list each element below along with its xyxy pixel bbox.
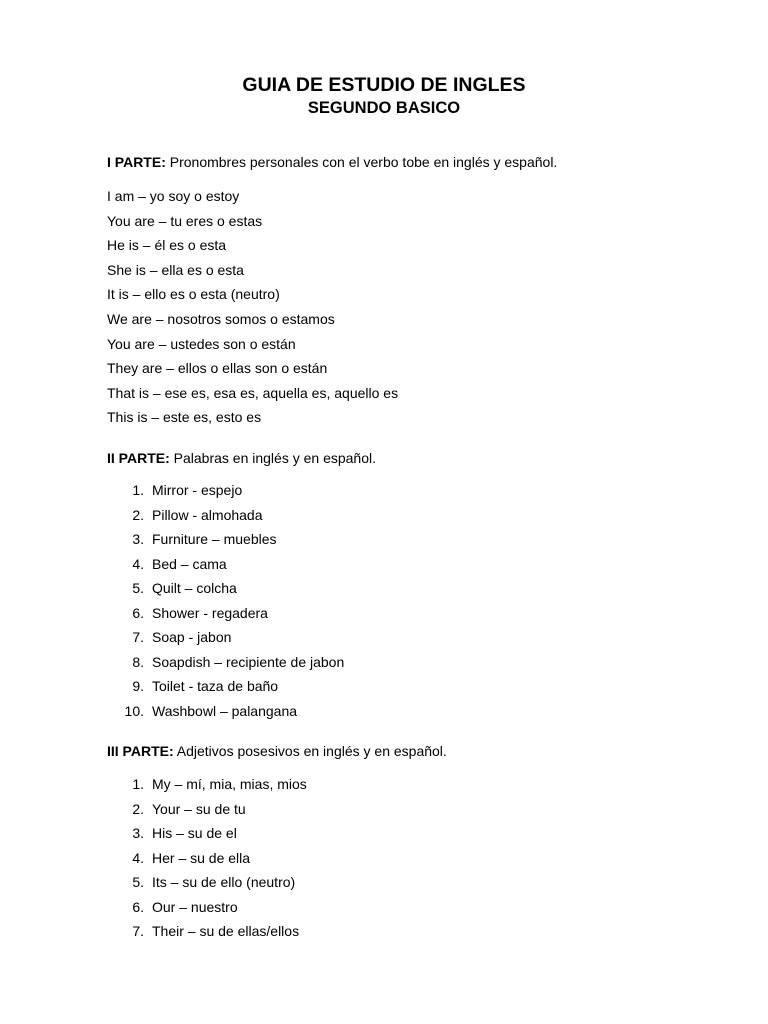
pronoun-item: You are – tu eres o estas	[107, 212, 263, 229]
pronoun-item: This is – este es, esto es	[107, 409, 262, 426]
document-subtitle: SEGUNDO BASICO	[307, 99, 461, 117]
item-number: 5.	[132, 580, 144, 596]
item-number: 2.	[132, 506, 144, 523]
item-text: Soap - jabon	[152, 629, 232, 645]
item-number: 3.	[132, 825, 144, 841]
item-text: Pillow - almohada	[152, 506, 263, 523]
item-number: 10.	[124, 702, 144, 719]
item-text: Soapdish – recipiente de jabon	[152, 653, 345, 670]
item-number: 1.	[132, 482, 144, 498]
part1-heading	[107, 153, 557, 171]
part2-label: II PARTE:	[107, 450, 170, 466]
item-number: 4.	[132, 555, 144, 572]
item-text: His – su de el	[152, 825, 237, 841]
pronoun-item: They are – ellos o ellas son o están	[107, 360, 328, 377]
part3-label: III PARTE:	[107, 743, 174, 759]
part2-description: Palabras en inglés y en español.	[169, 450, 376, 466]
item-text: Our – nuestro	[152, 898, 238, 915]
item-number: 4.	[132, 849, 144, 866]
item-text: Bed – cama	[152, 555, 227, 572]
item-number: 6.	[132, 898, 144, 915]
part1-pronoun-list	[107, 187, 398, 433]
item-number: 3.	[132, 531, 144, 547]
item-text: Their – su de ellas/ellos	[152, 923, 300, 939]
item-text: Shower - regadera	[152, 604, 268, 621]
part3-heading	[107, 742, 447, 760]
pronoun-item: I am – yo soy o estoy	[107, 188, 240, 204]
item-number: 9.	[132, 678, 144, 694]
document-title: GUIA DE ESTUDIO DE INGLES	[242, 74, 526, 96]
pronoun-item: That is – ese es, esa es, aquella es, aquello es	[107, 384, 399, 401]
part1-description: Pronombres personales con el verbo tobe en inglés y español.	[165, 154, 558, 170]
item-text: Mirror - espejo	[152, 482, 243, 498]
pronoun-item: He is – él es o esta	[107, 237, 227, 254]
part3-description: Adjetivos posesivos en inglés y en español.	[173, 743, 447, 759]
item-number: 2.	[132, 800, 144, 817]
item-text: My – mí, mia, mias, mios	[152, 776, 307, 792]
pronoun-item: You are – ustedes son o están	[107, 335, 296, 352]
item-number: 8.	[132, 653, 144, 670]
item-number: 1.	[132, 776, 144, 792]
item-text: Her – su de ella	[152, 849, 251, 866]
item-number: 7.	[132, 923, 144, 939]
pronoun-item: It is – ello es o esta (neutro)	[107, 286, 280, 303]
part1-label: I PARTE:	[107, 154, 166, 170]
item-text: Quilt – colcha	[152, 580, 237, 596]
part2-heading	[107, 449, 376, 467]
pronoun-item: We are – nosotros somos o estamos	[107, 310, 335, 327]
item-number: 5.	[132, 874, 144, 890]
item-text: Furniture – muebles	[152, 531, 277, 547]
item-text: Toilet - taza de baño	[152, 678, 279, 694]
item-text: Its – su de ello (neutro)	[152, 874, 296, 890]
item-text: Your – su de tu	[152, 800, 246, 817]
item-text: Washbowl – palangana	[152, 702, 298, 719]
item-number: 7.	[132, 629, 144, 645]
item-number: 6.	[132, 604, 144, 621]
pronoun-item: She is – ella es o esta	[107, 261, 244, 278]
